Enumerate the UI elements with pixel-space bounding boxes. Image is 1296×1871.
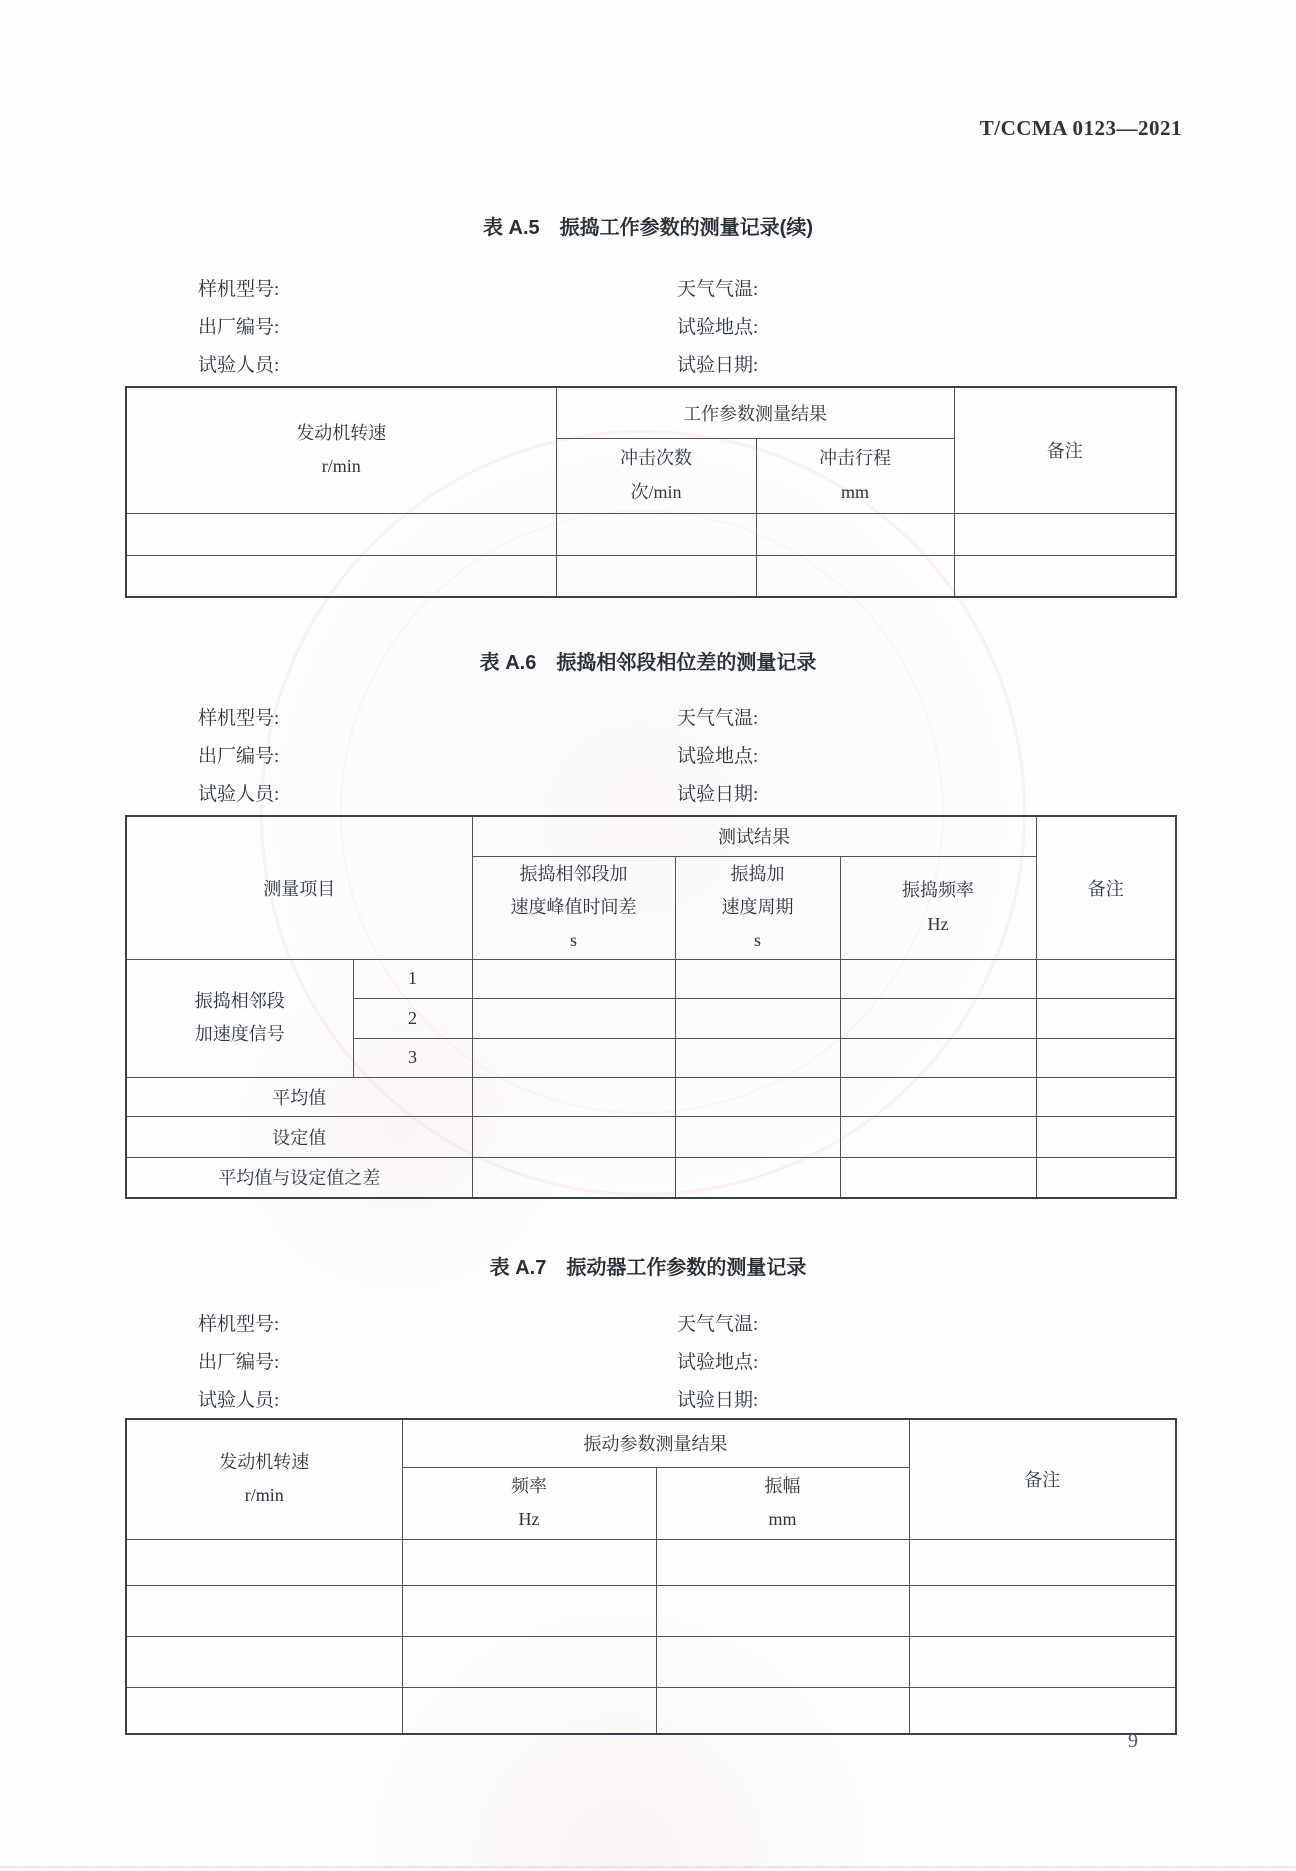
table-cell-empty bbox=[472, 1038, 675, 1077]
table-a7 bbox=[125, 1418, 1177, 1735]
table-cell-empty bbox=[909, 1539, 1176, 1585]
time-diff-label-line2: 速度峰值时间差 bbox=[510, 896, 637, 917]
field-row bbox=[198, 735, 1098, 773]
page-number: 9 bbox=[1128, 1730, 1138, 1752]
table-a6-title bbox=[0, 646, 1296, 675]
table-a6-title-text: 振捣相邻段相位差的测量记录 bbox=[556, 652, 817, 674]
a5-col-impact-count bbox=[556, 438, 756, 513]
table-cell-empty bbox=[472, 1116, 675, 1157]
table-row bbox=[126, 1419, 1176, 1467]
accel-period-label-line1: 振捣加 bbox=[730, 863, 785, 884]
amplitude-unit: mm bbox=[768, 1509, 797, 1529]
a7-col-amplitude bbox=[656, 1467, 909, 1539]
table-cell-empty bbox=[840, 1116, 1036, 1157]
table-row bbox=[126, 1116, 1176, 1157]
signal-group-label-line2: 加速度信号 bbox=[194, 1024, 285, 1044]
table-cell-empty bbox=[472, 1157, 675, 1198]
table-row bbox=[126, 555, 1176, 597]
table-row bbox=[126, 513, 1176, 555]
a7-col-freq bbox=[402, 1467, 656, 1539]
a6-row-number-2: 2 bbox=[353, 998, 472, 1038]
freq-label: 振捣频率 bbox=[902, 880, 974, 901]
table-cell-empty bbox=[675, 1077, 840, 1116]
table-cell-empty bbox=[909, 1585, 1176, 1636]
table-cell-empty bbox=[126, 1539, 402, 1585]
table-cell-empty bbox=[656, 1585, 909, 1636]
a6-row-group-signal bbox=[126, 959, 353, 1077]
table-cell-empty bbox=[840, 998, 1036, 1038]
field-row bbox=[198, 1303, 1098, 1341]
table-row bbox=[126, 1585, 1176, 1636]
a6-row-number-3: 3 bbox=[353, 1038, 472, 1077]
engine-speed-unit: r/min bbox=[321, 456, 361, 477]
a6-col-freq bbox=[840, 856, 1036, 959]
a7-col-remarks: 备注 bbox=[909, 1419, 1176, 1539]
table-cell-empty bbox=[675, 1116, 840, 1157]
a6-col-accel-period bbox=[675, 856, 840, 959]
table-a7-title bbox=[0, 1251, 1296, 1280]
table-cell-empty bbox=[954, 513, 1176, 555]
field-row bbox=[198, 1341, 1098, 1379]
test-date-label: 试验日期: bbox=[677, 1389, 759, 1411]
table-cell-empty bbox=[675, 1038, 840, 1077]
table-cell-empty bbox=[472, 1077, 675, 1116]
table-cell-empty bbox=[402, 1539, 656, 1585]
a7-form-fields bbox=[198, 1303, 1098, 1417]
table-row bbox=[126, 1539, 1176, 1585]
weather-temp-label: 天气气温: bbox=[677, 707, 759, 729]
a6-col-group-results: 测试结果 bbox=[472, 816, 1036, 856]
table-cell-empty bbox=[1036, 1077, 1176, 1116]
freq-label: 频率 bbox=[511, 1475, 547, 1496]
field-row bbox=[198, 697, 1098, 735]
table-cell-empty bbox=[675, 998, 840, 1038]
a6-col-remarks: 备注 bbox=[1036, 816, 1176, 959]
table-cell-empty bbox=[675, 959, 840, 998]
table-cell-empty bbox=[472, 959, 675, 998]
a7-col-group-results: 振动参数测量结果 bbox=[402, 1419, 909, 1467]
test-personnel-label: 试验人员: bbox=[198, 354, 280, 376]
table-cell-empty bbox=[1036, 959, 1176, 998]
table-cell-empty bbox=[1036, 998, 1176, 1038]
table-cell-empty bbox=[126, 1687, 402, 1734]
table-cell-empty bbox=[675, 1157, 840, 1198]
field-row bbox=[198, 344, 1098, 382]
a6-col-time-diff bbox=[472, 856, 675, 959]
table-a5-title-text: 振捣工作参数的测量记录(续) bbox=[559, 217, 813, 239]
table-cell-empty bbox=[402, 1636, 656, 1687]
test-location-label: 试验地点: bbox=[677, 1351, 759, 1373]
scan-edge-artifact bbox=[0, 1866, 1296, 1868]
field-row bbox=[198, 1379, 1098, 1417]
a6-row-diff: 平均值与设定值之差 bbox=[126, 1157, 472, 1198]
a5-col-group-results: 工作参数测量结果 bbox=[556, 387, 954, 438]
table-a5-title bbox=[0, 211, 1296, 240]
test-personnel-label: 试验人员: bbox=[198, 783, 280, 805]
a6-col-measure-item: 测量项目 bbox=[126, 816, 472, 959]
table-a5-label: 表 A.5 bbox=[482, 217, 540, 239]
table-a7-label: 表 A.7 bbox=[489, 1257, 547, 1279]
table-cell-empty bbox=[402, 1585, 656, 1636]
weather-temp-label: 天气气温: bbox=[677, 1313, 759, 1335]
table-a6 bbox=[125, 815, 1177, 1199]
table-row bbox=[126, 387, 1176, 438]
a5-form-fields bbox=[198, 268, 1098, 382]
field-row bbox=[198, 306, 1098, 344]
engine-speed-label: 发动机转速 bbox=[219, 1451, 310, 1472]
field-row bbox=[198, 268, 1098, 306]
table-cell-empty bbox=[472, 998, 675, 1038]
engine-speed-label: 发动机转速 bbox=[296, 422, 387, 443]
table-a5 bbox=[125, 386, 1177, 598]
table-cell-empty bbox=[1036, 1157, 1176, 1198]
a5-col-engine-speed bbox=[126, 387, 556, 513]
serial-number-label: 出厂编号: bbox=[198, 745, 280, 767]
table-cell-empty bbox=[656, 1687, 909, 1734]
freq-unit: Hz bbox=[927, 913, 949, 934]
table-cell-empty bbox=[840, 1038, 1036, 1077]
impact-count-unit: 次/min bbox=[630, 481, 682, 502]
a6-row-number-1: 1 bbox=[353, 959, 472, 998]
time-diff-unit: s bbox=[569, 930, 577, 951]
serial-number-label: 出厂编号: bbox=[198, 316, 280, 338]
table-row bbox=[126, 1636, 1176, 1687]
table-cell-empty bbox=[909, 1687, 1176, 1734]
accel-period-label-line2: 速度周期 bbox=[721, 896, 794, 917]
a6-form-fields bbox=[198, 697, 1098, 811]
test-date-label: 试验日期: bbox=[677, 783, 759, 805]
table-cell-empty bbox=[402, 1687, 656, 1734]
test-personnel-label: 试验人员: bbox=[198, 1389, 280, 1411]
table-cell-empty bbox=[656, 1636, 909, 1687]
impact-count-label: 冲击次数 bbox=[620, 448, 692, 469]
serial-number-label: 出厂编号: bbox=[198, 1351, 280, 1373]
table-cell-empty bbox=[840, 959, 1036, 998]
table-cell-empty bbox=[1036, 1038, 1176, 1077]
a6-row-set-value: 设定值 bbox=[126, 1116, 472, 1157]
a6-row-average: 平均值 bbox=[126, 1077, 472, 1116]
table-cell-empty bbox=[126, 1585, 402, 1636]
table-row bbox=[126, 1077, 1176, 1116]
table-a7-title-text: 振动器工作参数的测量记录 bbox=[566, 1257, 807, 1279]
table-cell-empty bbox=[1036, 1116, 1176, 1157]
a7-col-engine-speed bbox=[126, 1419, 402, 1539]
table-a6-label: 表 A.6 bbox=[479, 652, 537, 674]
field-row bbox=[198, 773, 1098, 811]
doc-code: T/CCMA 0123—2021 bbox=[979, 116, 1182, 140]
table-cell-empty bbox=[756, 555, 954, 597]
a5-col-impact-stroke bbox=[756, 438, 954, 513]
test-location-label: 试验地点: bbox=[677, 745, 759, 767]
sample-model-label: 样机型号: bbox=[198, 1313, 280, 1335]
table-row bbox=[126, 1687, 1176, 1734]
table-cell-empty bbox=[840, 1077, 1036, 1116]
test-date-label: 试验日期: bbox=[677, 354, 759, 376]
table-cell-empty bbox=[126, 513, 556, 555]
impact-stroke-unit: mm bbox=[840, 481, 869, 502]
table-row bbox=[126, 959, 1176, 998]
signal-group-label-line1: 振捣相邻段 bbox=[194, 990, 285, 1011]
accel-period-unit: s bbox=[753, 930, 761, 951]
engine-speed-unit: r/min bbox=[244, 1485, 284, 1506]
table-row bbox=[126, 816, 1176, 856]
a5-col-remarks: 备注 bbox=[954, 387, 1176, 513]
amplitude-label: 振幅 bbox=[764, 1475, 801, 1496]
freq-unit: Hz bbox=[518, 1509, 540, 1529]
table-cell-empty bbox=[954, 555, 1176, 597]
table-cell-empty bbox=[126, 1636, 402, 1687]
table-cell-empty bbox=[556, 555, 756, 597]
sample-model-label: 样机型号: bbox=[198, 278, 280, 300]
time-diff-label-line1: 振捣相邻段加 bbox=[519, 863, 628, 884]
table-cell-empty bbox=[909, 1636, 1176, 1687]
table-cell-empty bbox=[756, 513, 954, 555]
sample-model-label: 样机型号: bbox=[198, 707, 280, 729]
table-cell-empty bbox=[126, 555, 556, 597]
test-location-label: 试验地点: bbox=[677, 316, 759, 338]
table-cell-empty bbox=[840, 1157, 1036, 1198]
impact-stroke-label: 冲击行程 bbox=[819, 448, 891, 469]
table-cell-empty bbox=[656, 1539, 909, 1585]
table-row bbox=[126, 1157, 1176, 1198]
weather-temp-label: 天气气温: bbox=[677, 278, 759, 300]
table-cell-empty bbox=[556, 513, 756, 555]
